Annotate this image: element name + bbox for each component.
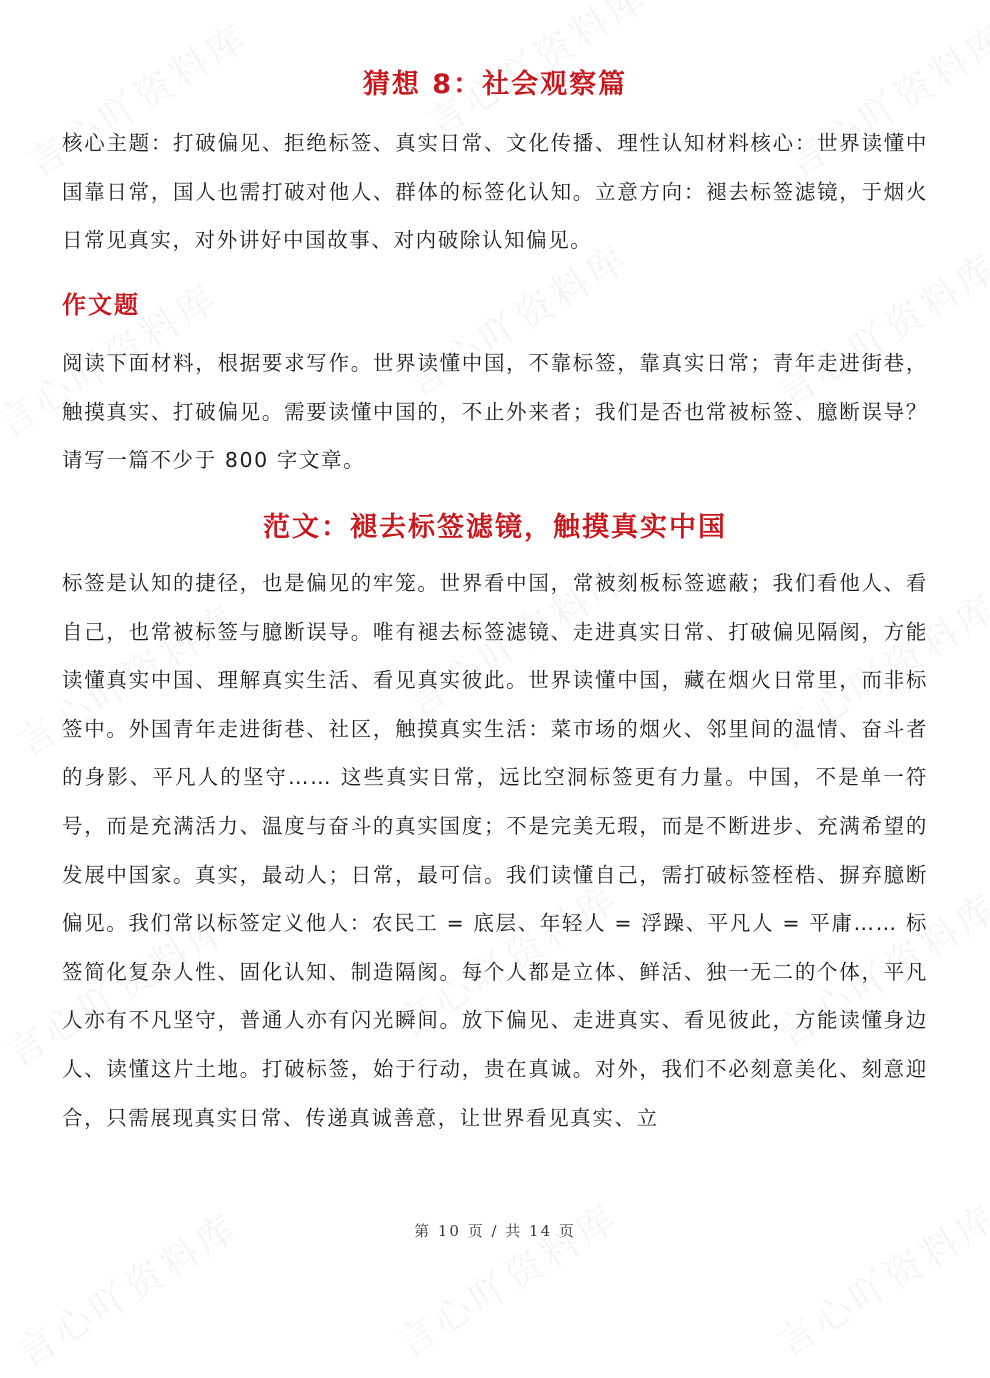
prompt-paragraph: 阅读下面材料，根据要求写作。世界读懂中国，不靠标签，靠真实日常；青年走进街巷，触摸真实、打破偏见。需要读懂中国的，不止外来者；我们是否也常被标签、臆断误导？请写一篇不少于 800 字文章。 <box>62 351 928 473</box>
essay-title: 范文：褪去标签滤镜，触摸真实中国 <box>263 512 727 543</box>
watermark-text <box>765 1187 990 1367</box>
theme-paragraph: 核心主题：打破偏见、拒绝标签、真实日常、文化传播、理性认知材料核心：世界读懂中国靠日常，国人也需打破对他人、群体的标签化认知。立意方向：褪去标签滤镜，于烟火日常见真实，对外讲好中国故事、对内破除认知偏见。 <box>62 131 928 253</box>
prompt-heading: 作文题 <box>62 291 140 319</box>
section-title: 猜想 8：社会观察篇 <box>362 69 628 100</box>
essay-paragraph: 标签是认知的捷径，也是偏见的牢笼。世界看中国，常被刻板标签遮蔽；我们看他人、看自己，也常被标签与臆断误导。唯有褪去标签滤镜、走进真实日常、打破偏见隔阂，方能读懂真实中国、理解真实生活、看见真实彼此。世界读懂中国，藏在烟火日常里，而非标签中。外国青年走进街巷、社区，触摸真实生活：菜市场的烟火、邻里间的温情、奋斗者的身影、平凡人的坚守…… 这些真实日常，远比空洞标签更有力量。中国，不是单一符号，而是充满活力、温度与奋斗的真实国度；不是完美无瑕，而是不断进步、充满希望的发展中国家。真实，最动人；日常，最可信。我们读懂自己，需打破标签桎梏、摒弃臆断偏见。我们常以标签定义他人：农民工 = 底层、年轻人 = 浮躁、平凡人 = 平庸…… 标签简化复杂人性、固化认知、制造隔阂。每个人都是立体、鲜活、独一无二的个体，平凡人亦有不凡坚守，普通人亦有闪光瞬间。放下偏见、走进真实、看见彼此，方能读懂身边人、读懂这片土地。打破标签，始于行动，贵在真诚。对外，我们不必刻意美化、刻意迎合，只需展现真实日常、传递真诚善意，让世界看见真实、立 <box>62 571 928 1130</box>
watermark-text <box>385 1187 628 1367</box>
page-footer: 第 10 页 / 共 14 页 <box>414 1222 576 1240</box>
